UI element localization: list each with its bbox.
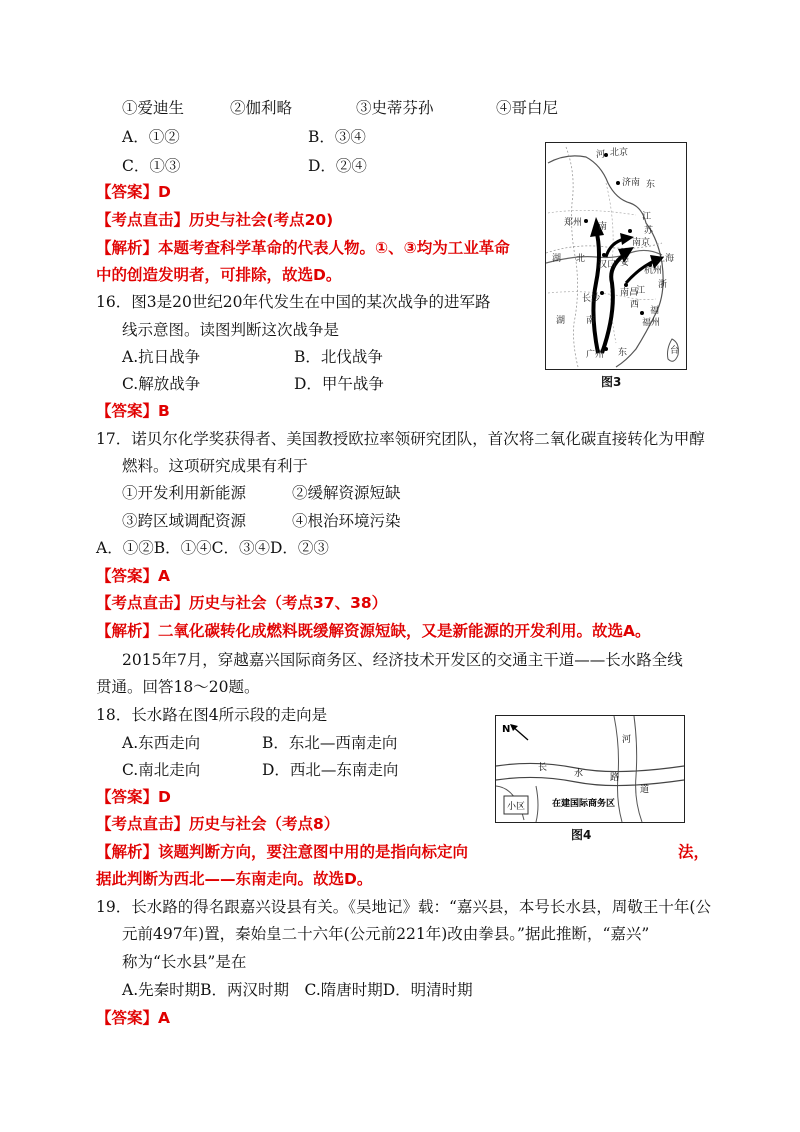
fig3-label: 福州 [642,318,661,328]
q17-item-1: ①开发利用新能源 [122,484,247,502]
fig3-label: 南昌 [620,288,639,298]
q18-jiexi-line-2: 据此判断为西北——东南走向。故选D。 [96,870,373,888]
figure-3-svg [546,143,686,369]
fig3-label: 东 [646,180,656,190]
fig3-label: 台 [670,346,680,356]
fig3-label: 南 [586,316,596,326]
road-char-3: 路 [610,773,620,783]
fig3-label: 长沙 [582,294,601,304]
q17-answer: 【答案】A [96,567,170,585]
q15-option-a: A．①② [122,128,180,146]
fig3-label: 上海 [656,254,675,264]
fig3-label: 安 [620,258,630,268]
q17-jiexi: 【解析】二氧化碳转化成燃料既缓解资源短缺，又是新能源的开发利用。故选A。 [96,622,651,640]
q15-item-1: ①爱迪生 [122,99,185,117]
q17-item-3: ③跨区域调配资源 [122,512,247,530]
fig3-label: 北 [576,254,586,264]
q18-kaodian: 【考点直击】历史与社会（考点8） [96,815,340,833]
q19-stem-line-1: 19．长水路的得名跟嘉兴设县有关。《吴地记》载：“嘉兴县，本号长水县，周敬王十年(公 [96,898,711,916]
xiaoqu-label: 小区 [507,802,526,812]
fig3-label: 广州 [586,350,605,360]
road-char-2: 水 [574,769,584,779]
q17-item-2: ②缓解资源短缺 [292,484,401,502]
q15-option-c: C．①③ [122,157,181,175]
road-char-1: 长 [538,763,548,773]
river-char-2: 道 [640,785,650,795]
q15-option-b: B．③④ [308,128,366,146]
fig3-label: 江 [642,212,652,222]
q15-item-3: ③史蒂芬孙 [356,99,434,117]
q17-stem-line-2: 燃料。这项研究成果有利于 [122,457,309,475]
q18-option-d: D．西北—东南走向 [262,761,399,779]
fig3-label: 汉口 [598,260,617,270]
fig3-label: 福 [650,306,660,316]
q19-options: A.先秦时期B．两汉时期 C.隋唐时期D．明清时期 [122,981,473,999]
q17-kaodian: 【考点直击】历史与社会（考点37、38） [96,594,388,612]
q15-option-d: D．②④ [308,157,367,175]
passage-line-2: 贯通。回答18～20题。 [96,678,260,696]
fig3-label: 杭州 [644,266,663,276]
figure-3-caption: 图3 [601,375,622,389]
q15-item-4: ④哥白尼 [496,99,559,117]
figure-4-caption: 图4 [571,828,592,842]
q18-option-c: C.南北走向 [122,761,201,779]
q17-options: A．①②B．①④C．③④D．②③ [96,539,329,557]
fig3-label: 苏 [644,226,654,236]
fig3-label: 湖 [552,254,562,264]
q16-option-c: C.解放战争 [122,375,201,393]
q16-option-b: B．北伐战争 [294,348,383,366]
passage-line-1: 2015年7月，穿越嘉兴国际商务区、经济技术开发区的交通主干道——长水路全线 [122,651,683,669]
q15-kaodian: 【考点直击】历史与社会(考点20) [96,211,334,229]
figure-4-map [495,715,685,823]
q19-answer: 【答案】A [96,1009,170,1027]
figure-3-map [545,142,687,370]
fig3-label: 济南 [622,178,641,188]
fig3-label: 郑州 [564,218,583,228]
fig3-label: 南京 [632,238,651,248]
q19-stem-line-3: 称为“长水县”是在 [122,953,247,971]
river-char-1: 河 [622,735,632,745]
fig3-label: 河 [596,150,606,160]
q15-answer: 【答案】D [96,183,171,201]
q17-item-4: ④根治环境污染 [292,512,401,530]
fig3-label: 北京 [610,148,629,158]
q15-jiexi-line-1: 【解析】本题考查科学革命的代表人物。①、③均为工业革命 [96,239,510,257]
north-label: N [502,724,511,735]
q16-option-a: A.抗日战争 [122,348,201,366]
q18-option-b: B．东北—西南走向 [262,734,398,752]
q18-option-a: A.东西走向 [122,734,201,752]
q17-stem-line-1: 17．诺贝尔化学奖获得者、美国教授欧拉率领研究团队，首次将二氧化碳直接转化为甲醇 [96,430,705,448]
q19-stem-line-2: 元前497年)置，秦始皇二十六年(公元前221年)改由拳县。”据此推断，“嘉兴” [122,925,650,943]
q18-jiexi-line-1a: 【解析】该题判断方向，要注意图中用的是指向标定向 [96,843,469,861]
q15-jiexi-line-2: 中的创造发明者，可排除，故选D。 [96,266,342,284]
q18-jiexi-line-1b: 法， [678,843,710,861]
fig3-label: 湖 [556,316,566,326]
fig3-label: 东 [618,348,628,358]
q16-option-d: D．甲午战争 [294,375,384,393]
figure-4-svg [496,716,684,822]
zone-label: 在建国际商务区 [552,799,616,809]
q18-answer: 【答案】D [96,788,171,806]
q16-stem-line-2: 线示意图。读图判断这次战争是 [122,321,340,339]
fig3-label: 江 [636,286,646,296]
fig3-label: 浙 [658,280,668,290]
fig3-label: 南 [598,222,608,232]
q16-answer: 【答案】B [96,402,170,420]
q18-stem: 18．长水路在图4所示段的走向是 [96,706,328,724]
fig3-label: 西 [630,300,640,310]
q15-item-2: ②伽利略 [230,99,293,117]
q16-stem-line-1: 16．图3是20世纪20年代发生在中国的某次战争的进军路 [96,293,491,311]
